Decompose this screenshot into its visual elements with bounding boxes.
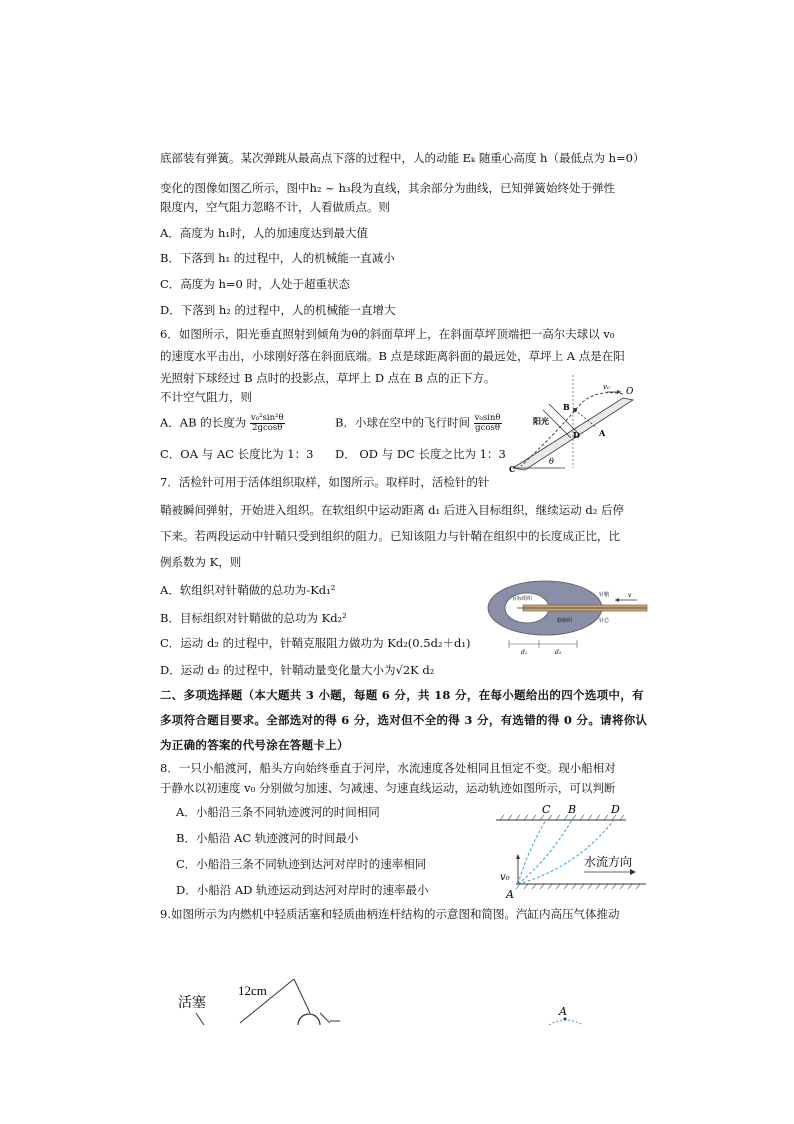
label-theta: θ — [549, 457, 554, 466]
q6-stem-line-2: 的速度水平击出，小球刚好落在斜面底端。B 点是球距离斜面的最远处，草坪上 A 点是在阳 — [160, 349, 625, 363]
label-o: O — [626, 387, 634, 397]
q6-option-a — [160, 414, 285, 433]
q5-option-d: D．下落到 h₂ 的过程中，人的机械能一直增大 — [160, 303, 396, 317]
q6-option-b-fraction — [474, 414, 502, 433]
label-target-tissue: 目标组织 — [512, 596, 533, 602]
q8-stem-line-1: 8．一只小船渡河，船头方向始终垂直于河岸，水流速度各处相同且恒定不变。现小船相对 — [160, 761, 616, 775]
label-flow-direction: 水流方向 — [584, 855, 633, 869]
q9-stem-line-1: 9.如图所示为内燃机中轻质活塞和轻质曲柄连杆结构的示意图和简图。汽缸内高压气体推动 — [160, 907, 620, 921]
label-d2: d₂ — [555, 649, 562, 656]
q6-option-a-prefix: A．AB 的长度为 — [160, 415, 247, 430]
path-ab — [518, 820, 572, 884]
q6-option-a-denominator: 2gcosθ — [252, 423, 283, 433]
q6-option-b-prefix: B．小球在空中的飞行时间 — [335, 415, 470, 430]
q7-option-c: C．运动 d₂ 的过程中，针鞘克服阻力做功为 Kd₂(0.5d₂＋d₁) — [160, 636, 471, 650]
q8-option-b: B．小船沿 AC 轨迹渡河的时间最小 — [176, 831, 359, 845]
q7-stem-line-1: 7．活检针可用于活体组织取样，如图所示。取样时，活检针的针 — [160, 475, 490, 489]
label-b: B — [563, 402, 570, 412]
q7-option-b: B．目标组织对针鞘做的总功为 Kd₂² — [160, 611, 347, 625]
q8-option-a: A．小船沿三条不同轨迹渡河的时间相同 — [176, 805, 380, 819]
q6-option-b — [335, 414, 502, 433]
q6-stem-line-1: 6．如图所示，阳光垂直照射到倾角为θ的斜面草坪上，在斜面草坪顶端把一高尔夫球以 v₀ — [160, 327, 615, 341]
q8-option-d: D．小船沿 AD 轨迹运动到达河对岸时的速率最小 — [176, 883, 429, 897]
q6-option-a-numerator: v₀²sin²θ — [250, 413, 284, 423]
section-2-header-line-3: 为正确的答案的代号涂在答题卡上） — [160, 738, 349, 752]
label-c: C — [509, 464, 516, 474]
label-a: A — [599, 428, 606, 438]
label-v0: v₀ — [500, 872, 510, 883]
intro-line-1: 底部装有弹簧。某次弹跳从最高点下落的过程中，人的动能 Eₖ 随重心高度 h（最低点为 h=0） — [160, 151, 645, 165]
q7-option-a: A．软组织对针鞘做的总功为-Kd₁² — [160, 583, 336, 597]
arc-path — [549, 1020, 583, 1025]
q6-option-b-denominator: gcosθ — [475, 423, 500, 433]
q6-stem-line-3: 光照射下球经过 B 点时的投影点，草坪上 D 点在 B 点的正下方。 — [160, 371, 496, 385]
label-12cm: 12cm — [238, 983, 267, 998]
intro-line-2: 变化的图像如图乙所示，图中h₂ ~ h₃段为直线，其余部分为曲线，已知弹簧始终处于弹性 — [160, 181, 615, 195]
label-soft-tissue: 软组织 — [557, 618, 573, 624]
intro-line-3: 限度内，空气阻力忽略不计，人看做质点。则 — [160, 200, 390, 214]
engine-figure — [170, 975, 360, 1030]
q5-option-a: A．高度为 h₁时，人的加速度达到最大值 — [160, 226, 368, 240]
q5-option-c: C．高度为 h=0 时，人处于超重状态 — [160, 277, 350, 291]
section-2-header-line-2: 多项符合题目要求。全部选对的得 6 分，选对但不全的得 3 分，有选错的得 0 分。请将你认 — [160, 713, 648, 727]
label-d: D — [611, 803, 620, 816]
label-d: D — [573, 430, 580, 440]
engine-simple-diagram — [545, 1005, 595, 1030]
label-sunlight: 阳光 — [533, 416, 549, 426]
label-v0: v₀ — [603, 383, 610, 391]
q6-option-a-fraction — [250, 414, 285, 433]
path-ac — [518, 820, 546, 884]
label-v: v — [628, 592, 632, 599]
q6-option-c: C．OA 与 AC 长度比为 1：3 — [160, 447, 314, 461]
q7-stem-line-4: 例系数为 K，则 — [160, 555, 242, 569]
label-c: C — [542, 803, 551, 816]
label-a: A — [506, 888, 514, 900]
label-core: 针芯 — [599, 618, 610, 624]
q6-option-d: D． OD 与 DC 长度之比为 1：3 — [335, 447, 506, 461]
label-piston: 活塞 — [178, 996, 206, 1011]
point-b-marker — [573, 408, 577, 412]
crank-circle — [298, 1014, 320, 1025]
label-b: B — [568, 803, 577, 816]
q8-stem-line-2: 于静水以初速度 v₀ 分别做匀加速、匀减速、匀速直线运动，运动轨迹如图所示，可以判断 — [160, 781, 616, 795]
label-d1: d₁ — [521, 649, 528, 656]
label-sheath: 针鞘 — [599, 592, 610, 598]
biopsy-needle-figure — [487, 578, 649, 658]
q7-option-d: D．运动 d₂ 的过程中，针鞘动量变化量大小为√2K d₂ — [160, 663, 435, 677]
river-crossing-figure — [496, 800, 646, 900]
q5-option-b: B．下落到 h₁ 的过程中，人的机械能一直减小 — [160, 251, 395, 265]
golf-slope-figure — [505, 370, 645, 475]
q7-stem-line-2: 鞘被瞬间弹射，开始进入组织。在软组织中运动距离 d₁ 后进入目标组织，继续运动 d₂ 后停 — [160, 503, 625, 517]
q6-option-b-numerator: v₀sinθ — [474, 413, 501, 423]
q8-option-c: C．小船沿三条不同轨迹到达河对岸时的速率相同 — [176, 857, 427, 871]
section-2-header-line-1: 二、多项选择题（本大题共 3 小题，每题 6 分，共 18 分，在每小题给出的四个选项中，有 — [160, 688, 644, 702]
q7-stem-line-3: 下来。若两段运动中针鞘只受到组织的阻力。已知该阻力与针鞘在组织中的长度成正比，比 — [160, 529, 620, 543]
label-a: A — [559, 1005, 567, 1018]
q6-stem-line-4: 不计空气阻力，则 — [160, 390, 252, 404]
